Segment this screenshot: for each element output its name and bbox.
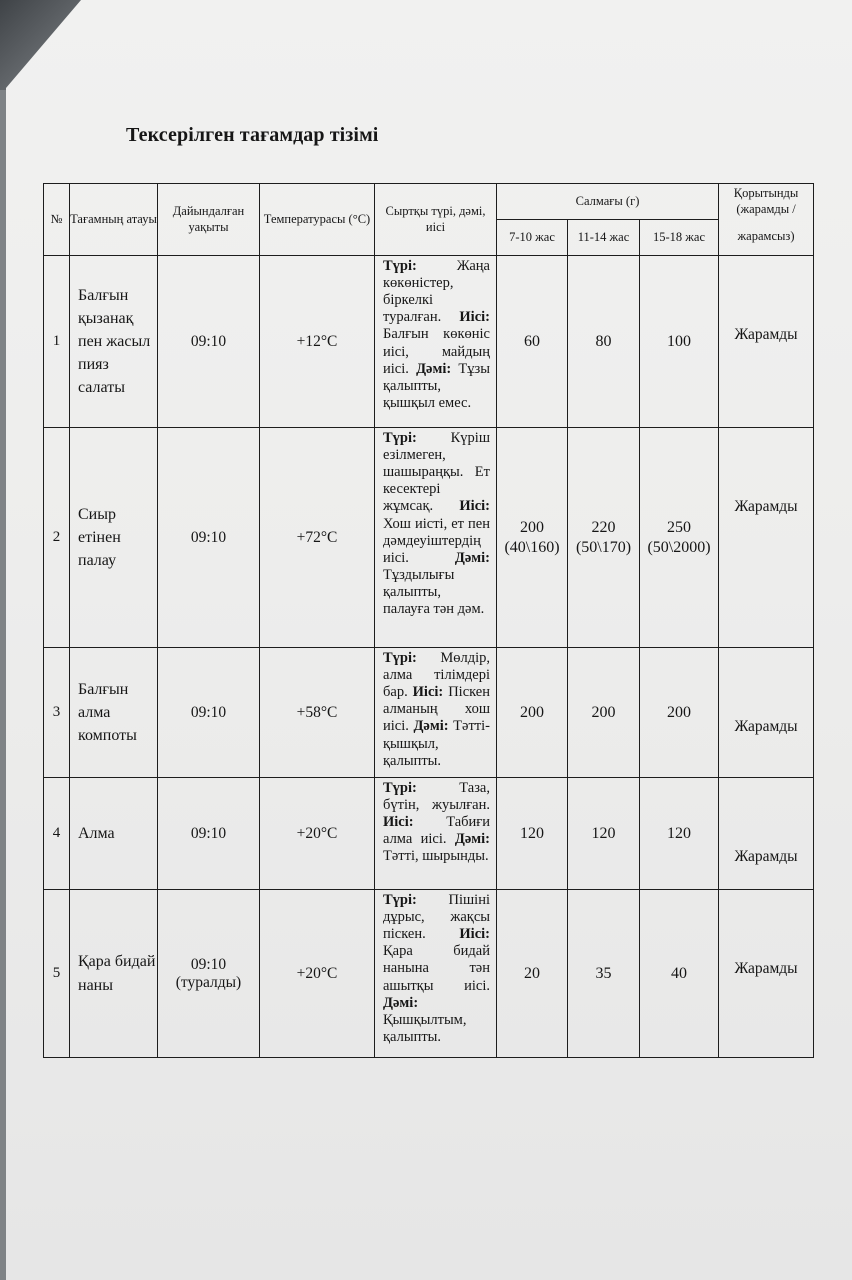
table-row (44, 428, 814, 648)
weight-age-7-10: 200 (497, 648, 568, 778)
conclusion-value: Жарамды (719, 256, 814, 428)
header-prepared-time: Дайындалған уақыты (158, 184, 260, 256)
table-row (44, 778, 814, 890)
type-text: Күріш езілмеген, шашыраңқы. Ет кесектері жұмсақ. (383, 430, 490, 515)
food-name: Балғын алма компоты (70, 648, 158, 778)
weight-age-7-10: 20 (497, 890, 568, 1058)
conclusion-value: Жарамды (719, 778, 814, 890)
food-name: Балғын қызанақ пен жасыл пияз салаты (70, 256, 158, 428)
food-name: Сиыр етінен палау (70, 428, 158, 648)
weight-age-15-18: 100 (640, 256, 719, 428)
taste-label: Дәмі: (416, 360, 452, 377)
type-label: Түрі: (383, 780, 417, 796)
weight-age-15-18: 120 (640, 778, 719, 890)
taste-text: Тәтті, шырынды. (383, 848, 489, 865)
header-age-15-18: 15-18 жас (640, 220, 719, 256)
weight-age-11-14: 120 (568, 778, 640, 890)
header-appearance: Сыртқы түрі, дәмі, иісі (375, 184, 497, 256)
smell-label: Иісі: (383, 814, 414, 831)
weight-age-7-10: 60 (497, 256, 568, 428)
food-inspection-table (43, 183, 814, 1058)
taste-label: Дәмі: (454, 549, 490, 566)
appearance-description (375, 256, 497, 428)
prepared-time: 09:10 (158, 428, 260, 648)
type-text: Таза, бүтін, жуылған. (383, 780, 490, 814)
taste-label: Дәмі: (413, 718, 449, 735)
row-number: 4 (44, 778, 70, 890)
header-weight: Салмағы (г) (497, 184, 719, 220)
smell-text: Балғын көкөніс иісі, майдың иісі. (383, 326, 490, 377)
type-label: Түрі: (383, 430, 417, 446)
taste-text: Тұздылығы қалыпты, палауға тән дәм. (383, 566, 485, 618)
appearance-description (375, 648, 497, 778)
type-text: Жаңа көкөністер, біркелкі туралған. (383, 258, 490, 326)
conclusion-value: Жарамды (719, 428, 814, 648)
temperature-value: +12°C (260, 256, 375, 428)
conclusion-value: Жарамды (719, 890, 814, 1058)
smell-label: Иісі: (459, 309, 490, 326)
page-title: Тексерілген тағамдар тізімі (126, 124, 379, 146)
taste-label: Дәмі: (454, 831, 490, 848)
header-age-11-14: 11-14 жас (568, 220, 640, 256)
header-num: № (44, 184, 70, 256)
prepared-time: 09:10 (158, 778, 260, 890)
prepared-time: 09:10 (158, 256, 260, 428)
appearance-description (375, 890, 497, 1058)
smell-label: Иісі: (412, 684, 444, 701)
header-conclusion-top: Қорытынды (жарамды / (719, 184, 814, 220)
taste-text: Тұзы қалыпты, қышқыл емес. (383, 360, 490, 411)
table-row (44, 890, 814, 1058)
weight-age-11-14: 80 (568, 256, 640, 428)
row-number: 5 (44, 890, 70, 1058)
smell-text: Қара бидай нанына тән ашытқы иісі. (383, 943, 490, 994)
temperature-value: +20°C (260, 890, 375, 1058)
smell-text: Табиғи алма иісі. (383, 814, 490, 848)
header-age-7-10: 7-10 жас (497, 220, 568, 256)
type-label: Түрі: (383, 650, 417, 666)
conclusion-value: Жарамды (719, 648, 814, 778)
taste-text: Тәтті-қышқыл, қалыпты. (383, 718, 490, 769)
appearance-description (375, 428, 497, 648)
prepared-time: 09:10 (158, 648, 260, 778)
food-name: Алма (70, 778, 158, 890)
type-text: Пішіні дұрыс, жақсы піскен. (383, 892, 490, 943)
temperature-value: +72°C (260, 428, 375, 648)
row-number: 1 (44, 256, 70, 428)
weight-age-15-18: 200 (640, 648, 719, 778)
temperature-value: +20°C (260, 778, 375, 890)
header-temperature: Температурасы (°C) (260, 184, 375, 256)
temperature-value: +58°C (260, 648, 375, 778)
weight-age-7-10: 200 (40\160) (497, 428, 568, 648)
weight-age-15-18: 40 (640, 890, 719, 1058)
type-text: Мөлдір, алма тілімдері бар. (383, 650, 490, 701)
weight-age-11-14: 200 (568, 648, 640, 778)
taste-label: Дәмі: (383, 994, 419, 1011)
weight-age-11-14: 35 (568, 890, 640, 1058)
smell-label: Иісі: (459, 926, 490, 943)
type-label: Түрі: (383, 258, 417, 274)
smell-text: Хош иісті, ет пен дәмдеуіштердің иісі. (383, 515, 490, 566)
row-number: 3 (44, 648, 70, 778)
header-conclusion-bottom: жарамсыз) (719, 220, 814, 256)
table-row (44, 648, 814, 778)
prepared-time: 09:10 (туралды) (158, 890, 260, 1058)
appearance-description (375, 778, 497, 890)
taste-text: Қышқылтым, қалыпты. (383, 1011, 467, 1045)
header-food-name: Тағамның атауы (70, 184, 158, 256)
weight-age-7-10: 120 (497, 778, 568, 890)
smell-label: Иісі: (459, 498, 490, 515)
smell-text: Піскен алманың хош иісі. (383, 684, 491, 735)
weight-age-11-14: 220 (50\170) (568, 428, 640, 648)
food-name: Қара бидай наны (70, 890, 158, 1058)
row-number: 2 (44, 428, 70, 648)
table-row (44, 256, 814, 428)
weight-age-15-18: 250 (50\2000) (640, 428, 719, 648)
type-label: Түрі: (383, 892, 417, 908)
